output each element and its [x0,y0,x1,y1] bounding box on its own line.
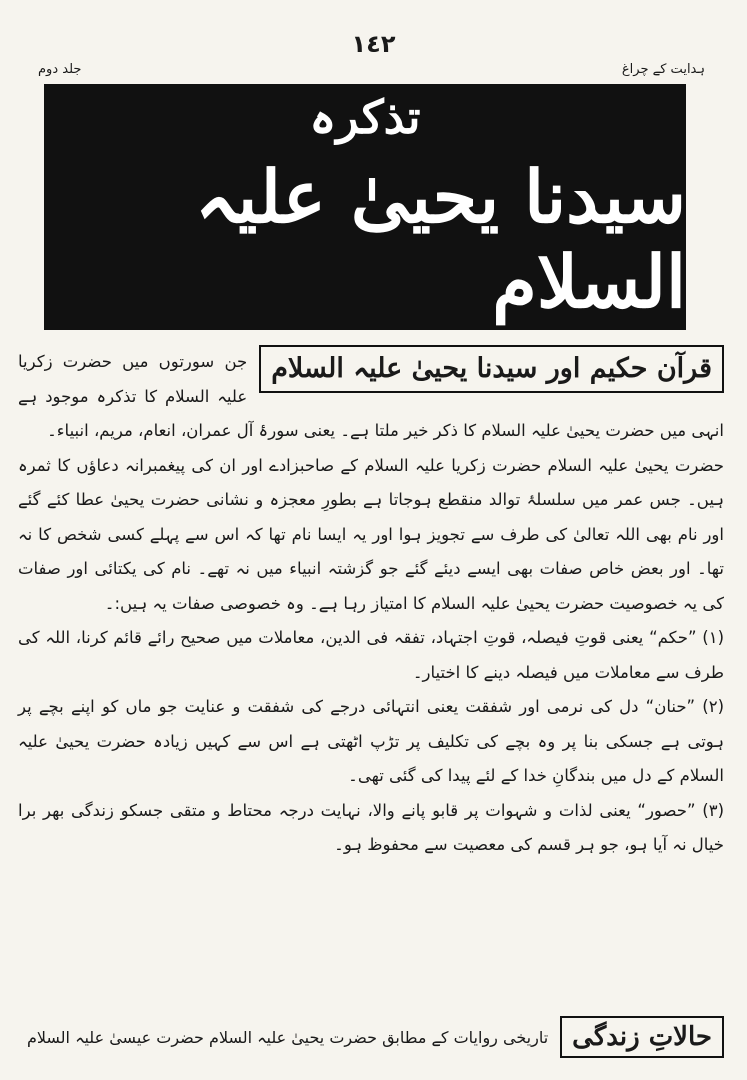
attribute-item-hukm: (۱) ”حکم“ یعنی قوتِ فیصلہ، قوتِ اجتہاد، تفقہ فی الدین، معاملات میں صحیح رائے قائم کرنا، اللہ کی طرف سے معاملات میں فیصلہ دینے کا اختیار۔ [18,628,724,682]
section-heading: قرآن حکیم اور سیدنا یحییٰ علیہ السلام [259,345,724,393]
banner-title: سیدنا یحییٰ علیہ السلام [195,154,686,324]
life-intro-text: تاریخی روایات کے مطابق حضرت یحییٰ علیہ السلام حضرت عیسیٰ علیہ السلام [26,1027,549,1047]
attribute-item-hanan: (۲) ”حنان“ دل کی نرمی اور شفقت یعنی انتہائی درجے کی شفقت و عنایت جو ماں کو اپنے بچے پر ہوتی ہے جسکی بنا پر وہ بچے کی تکلیف پر تڑپ اٹھتی ہے اس سے کہیں زیادہ حضرت یحییٰ علیہ السلام کے دل میں بندگانِ خدا کے لئے پیدا کی گئی تھی۔ [18,697,724,785]
section-body [18,345,724,863]
attribute-item-hasur: (۳) ”حصور“ یعنی لذات و شہوات پر قابو پانے والا، نہایت درجہ محتاط و متقی جسکو زندگی بھر برا خیال نہ آیا ہو، جو ہر قسم کی معصیت سے محفوظ ہو۔ [18,800,724,854]
book-title: ہدایت کے چراغ [621,62,705,77]
title-banner [44,84,686,330]
page-number: ١٤٢ [351,30,396,58]
main-paragraph: حضرت یحییٰ علیہ السلام حضرت زکریا علیہ السلام کے صاحبزادے اور ان کی پیغمبرانہ دعاؤں کا ثمرہ ہیں۔ جس عمر میں سلسلۂ توالد منقطع ہوجاتا ہے بطورِ معجزہ و نشانی حضرت یحییٰ عطا کئے گئے اور نام بھی اللہ تعالیٰ کی طرف سے تجویز ہوا اور یہ ایسا نام تھا کہ اس سے پہلے کسی شخص کا نہ تھا۔ اور بعض خاص صفات بھی ایسے دیئے گئے جو گزشتہ انبیاء میں نہ تھے۔ نام کی یکتائی اور صفات کی یہ خصوصیت حضرت یحییٰ علیہ السلام کا امتیاز رہا ہے۔ وہ خصوصی صفات یہ ہیں:۔ [18,455,724,613]
life-section [18,1016,724,1058]
quran-section [18,345,724,863]
life-heading: حالاتِ زندگی [560,1016,724,1058]
intro-paragraph: جن سورتوں میں حضرت زکریا علیہ السلام کا تذکرہ موجود ہے انہی میں حضرت یحییٰ علیہ السلام کا ذکر خیر ملتا ہے۔ یعنی سورۂ آل عمران، انعام، مریم، انبیاء۔ [18,352,724,440]
volume-label: جلد دوم [38,62,82,77]
banner-subtitle: تذکرہ [309,90,421,144]
